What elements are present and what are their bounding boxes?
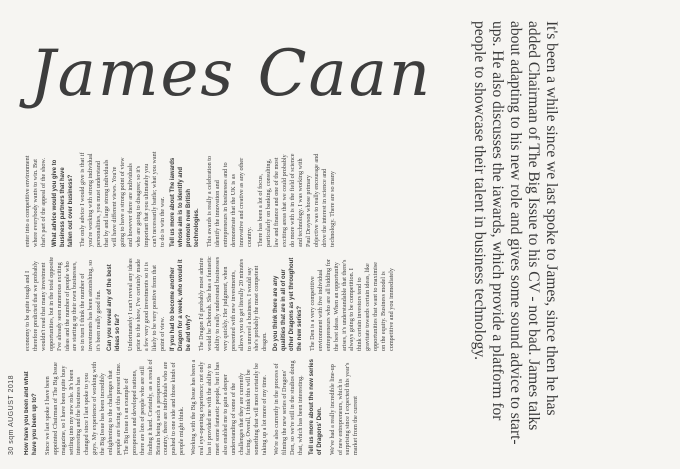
interview-answer: enter into a competitive environment where everybody wants to win. But that's part of the appeal of the show. (24, 155, 47, 247)
interview-answer: The Den is a very competitive environment with five individual entrepreneurs who are all bidding for the best ideas. When an opportunity arises, it's understandable that there's always going to be competition. I think certain investors tend to gravitate towards certain ideas, like opportunities that want to maximise on the equity. Business model is competitive and you immediately (308, 259, 395, 351)
interview-question: Can you reveal any of the best ideas so far? (107, 264, 121, 351)
article-column-1 (24, 359, 464, 455)
interview-question: If you had to become another Dragon for a week, who would it be and why? (170, 259, 193, 351)
interview-answer: This awards is really a celebration to identify the innovation and entrepreneurs in businesses and to demonstrate that the UK is as innovative and creative as any other country. (206, 155, 253, 247)
intro-paragraph: It's been a while since we last spoke to James, since then he has added Chairman of The Big Issue to his CV - not bad. James talks about adapting to his new role and gives some sound advice to start-ups. He also discusses the iawards, which provide a platform for people to showcase their talent in business technology. (471, 21, 560, 445)
interview-question: What advice would you give to business partners that have fallen out over business? (51, 159, 74, 247)
folio: 30 sqm AUGUST 2018 (8, 374, 15, 455)
interview-answer: The Dragon I'd probably most admire would be Deborah. She has a fantastic ability to really understand businesses very quickly. Her judgment, when presented with new investments, allows you to get literally 20 minutes to unravel a business. I would say she's probably the most competent dragon. (198, 256, 269, 351)
interview-question: Do you think there are any qualities that are in all of our other Dragons as yet throughout the new series? (273, 257, 303, 351)
article-column-3 (24, 151, 464, 247)
page-title: James Caan (30, 37, 433, 111)
interview-answer: Since we last spoke I have been appointed Chairman of The Big Issue magazine, so I have been quite busy settling into my new role. It's been interesting and the business has changed since I last spoke to you guys. My experience of working with the Big Issue has been incredibly enlightening to the challenges that people are facing at this present time. The Big Issue is an example of prosperous and developed nations, there are lots of people who are still finding it hard. Certainly, as a result of Britain being such a prosperous country, there are individuals who are pushed to one side and those kinds of people might think. (43, 359, 186, 455)
interview-answer: There has been a lot of focus, particularly on banking, consulting, law and finance and one of the most exciting areas that we could probably do more with is in the field of science and technology. I was working with Paul Drayson whose primary objective was to really encourage and drive the interest in science and technology. There are so many (257, 153, 336, 247)
interview-question: Tell us more about The iawards whose aim is to identify and promote new British technologies. (170, 157, 201, 247)
title-block (30, 19, 433, 139)
interview-answer: The only advice I would give is that if you're working with strong individual personalities, you must understand that by and large strong individuals will have different views. You're going to have a strong point of view and however there are individuals who are going to disagree; so it's important that you ultimately you can't necessarily battle; what you want to do is win the war. (79, 151, 166, 247)
interview-answer: Working with the Big Issue has been a real eye-opening experience; not only has it provided me with the ability to meet some fantastic people, but it has also enabled me to gain a deeper understanding of some of the challenges that they are currently facing. Overall, I think this will be something that will most certainly be taking up a lot more of my time. (190, 359, 269, 455)
interview-answer: We're also currently in the process of filming the new series of Dragons' Den, so we're still in the studios doing that, which has been interesting. (273, 360, 304, 455)
interview-answer: We've had a really incredible line-up of new entrepreneurs, which is surprising since I expected this year's market from the current (328, 362, 360, 455)
interview-answer: economy to be quite tough and I therefore predicted that we probably wouldn't read that many investment opportunities, but in the total opposite I've already seen numerous exciting ideas and the number of people who are starting up their own businesses, so in turn I think the number of investments has been astonishing, so it's been really good fun. (24, 256, 103, 351)
article-column-2 (24, 255, 464, 351)
interview-question: Tell us more about the new series of Dragons' Den. (308, 359, 323, 455)
interview-answer: Unfortunately I can't reveal any ideas prior to the show, I've certainly made a few very good investments so it is likely to be very positive from that point of view. (126, 258, 166, 351)
interview-question: How have you been and what have you been up to? (24, 371, 38, 455)
